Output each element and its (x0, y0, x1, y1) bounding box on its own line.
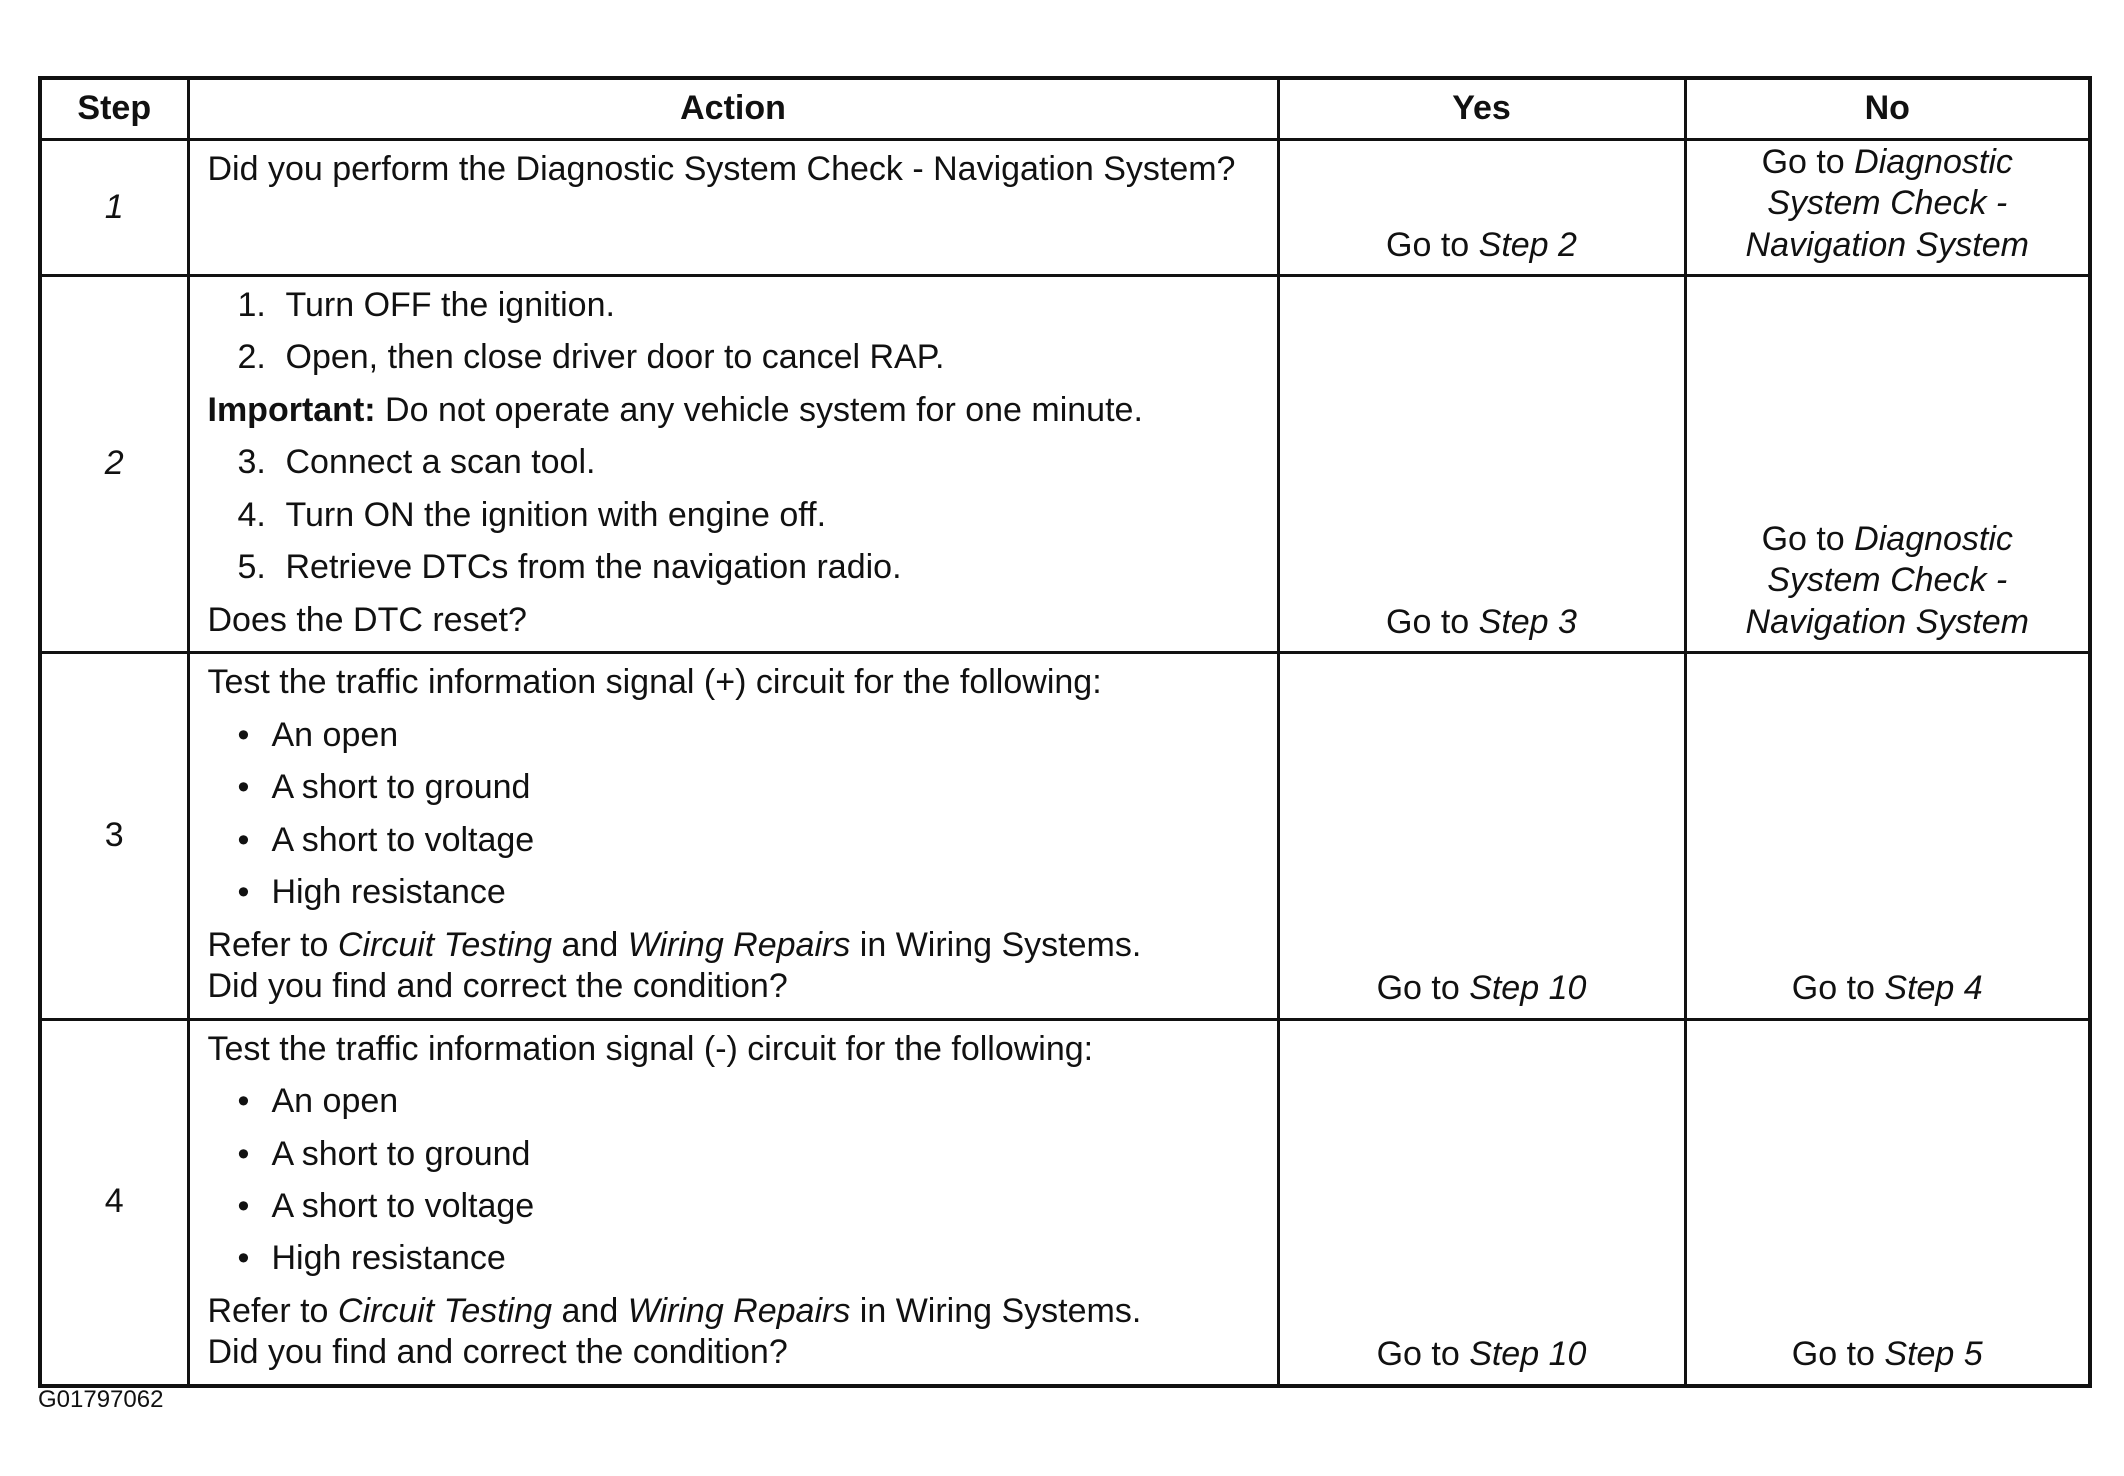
action-intro: Test the traffic information signal (+) circuit for the following: (207, 663, 1102, 702)
wiring-repairs-link[interactable]: Wiring Repairs (627, 925, 851, 964)
no-cell (1685, 276, 2090, 653)
numbered-item: 2. Open, then close driver door to cancel RAP. (237, 338, 945, 377)
action-question: Does the DTC reset? (207, 600, 527, 639)
bullet-icon: • (237, 1239, 250, 1278)
action-cell (188, 1019, 1278, 1386)
table-row-step-4 (40, 1019, 2090, 1386)
no-target-line2[interactable]: System Check - (1767, 184, 2008, 223)
bullet-icon: • (237, 873, 250, 912)
no-target-line3[interactable]: Navigation System (1745, 225, 2029, 264)
diagnostic-table (38, 76, 2092, 1388)
bullet-icon: • (237, 1082, 250, 1121)
numbered-item: 3. Connect a scan tool. (237, 443, 596, 482)
header-row (40, 78, 2090, 140)
bullet-item: • High resistance (208, 872, 1259, 913)
important-label: Important: (207, 390, 376, 429)
yes-step-link[interactable]: Step 10 (1469, 1335, 1587, 1374)
table-row-step-1 (40, 140, 2090, 276)
yes-prefix: Go to (1386, 602, 1479, 641)
yes-step-link[interactable]: Step 3 (1478, 602, 1577, 641)
circuit-testing-link[interactable]: Circuit Testing (337, 1291, 553, 1330)
yes-prefix: Go to (1376, 969, 1470, 1008)
yes-cell (1278, 140, 1685, 276)
yes-cell (1278, 1019, 1685, 1386)
no-step-link[interactable]: Step 4 (1884, 969, 1983, 1008)
yes-cell (1278, 276, 1685, 653)
no-prefix: Go to (1761, 142, 1855, 181)
no-cell (1685, 653, 2090, 1019)
action-question: Did you perform the Diagnostic System Check - Navigation System? (207, 150, 1236, 188)
bullet-item: • A short to ground (208, 1134, 1259, 1175)
action-cell (188, 276, 1278, 653)
yes-step-link[interactable]: Step 10 (1469, 969, 1587, 1008)
yes-prefix: Go to (1376, 1335, 1470, 1374)
yes-cell (1278, 653, 1685, 1019)
yes-prefix: Go to (1386, 225, 1479, 264)
table-row-step-3 (40, 653, 2090, 1019)
action-question: Did you find and correct the condition? (207, 1333, 788, 1372)
header-yes: Yes (1278, 78, 1685, 140)
numbered-item: 1. Turn OFF the ignition. (237, 286, 615, 324)
action-cell (188, 140, 1278, 276)
refer-line: Refer to Circuit Testing and Wiring Repairs in Wiring Systems. (207, 925, 1142, 964)
no-target-line1[interactable]: Diagnostic (1854, 519, 2013, 558)
no-prefix: Go to (1791, 1335, 1885, 1374)
no-step-link[interactable]: Step 5 (1884, 1335, 1983, 1374)
figure-id: G01797062 (38, 1386, 164, 1413)
bullet-item: • High resistance (208, 1238, 1259, 1279)
action-intro: Test the traffic information signal (-) circuit for the following: (207, 1029, 1094, 1068)
bullet-icon: • (237, 1186, 250, 1225)
step-number: 3 (40, 653, 188, 1019)
circuit-testing-link[interactable]: Circuit Testing (337, 925, 553, 964)
action-cell (188, 653, 1278, 1019)
no-cell (1685, 1019, 2090, 1386)
wiring-repairs-link[interactable]: Wiring Repairs (627, 1291, 851, 1330)
refer-line: Refer to Circuit Testing and Wiring Repairs in Wiring Systems. (207, 1291, 1142, 1330)
no-target-line2[interactable]: System Check - (1767, 561, 2008, 600)
no-cell (1685, 140, 2090, 276)
important-text: Do not operate any vehicle system for one minute. (375, 390, 1143, 429)
bullet-icon: • (237, 768, 250, 807)
yes-step-link[interactable]: Step 2 (1478, 225, 1577, 264)
header-action: Action (188, 78, 1278, 140)
bullet-item: • An open (208, 1081, 1259, 1122)
no-target-line1[interactable]: Diagnostic (1854, 142, 2013, 181)
table-row-step-2 (40, 276, 2090, 653)
action-question: Did you find and correct the condition? (207, 967, 788, 1006)
bullet-item: • A short to voltage (208, 1186, 1259, 1227)
no-target-line3[interactable]: Navigation System (1745, 602, 2029, 641)
step-number: 1 (40, 140, 188, 276)
no-prefix: Go to (1791, 969, 1885, 1008)
bullet-item: • A short to voltage (208, 820, 1259, 861)
numbered-item: 4. Turn ON the ignition with engine off. (237, 495, 827, 534)
header-no: No (1685, 78, 2090, 140)
bullet-item: • A short to ground (208, 767, 1259, 808)
numbered-item: 5. Retrieve DTCs from the navigation radio. (237, 548, 902, 587)
bullet-icon: • (237, 715, 250, 754)
step-number: 4 (40, 1019, 188, 1386)
no-prefix: Go to (1761, 519, 1855, 558)
step-number: 2 (40, 276, 188, 653)
header-step: Step (40, 78, 188, 140)
bullet-item: • An open (208, 715, 1259, 756)
bullet-icon: • (237, 820, 250, 859)
bullet-icon: • (237, 1134, 250, 1173)
important-note (208, 390, 1259, 431)
